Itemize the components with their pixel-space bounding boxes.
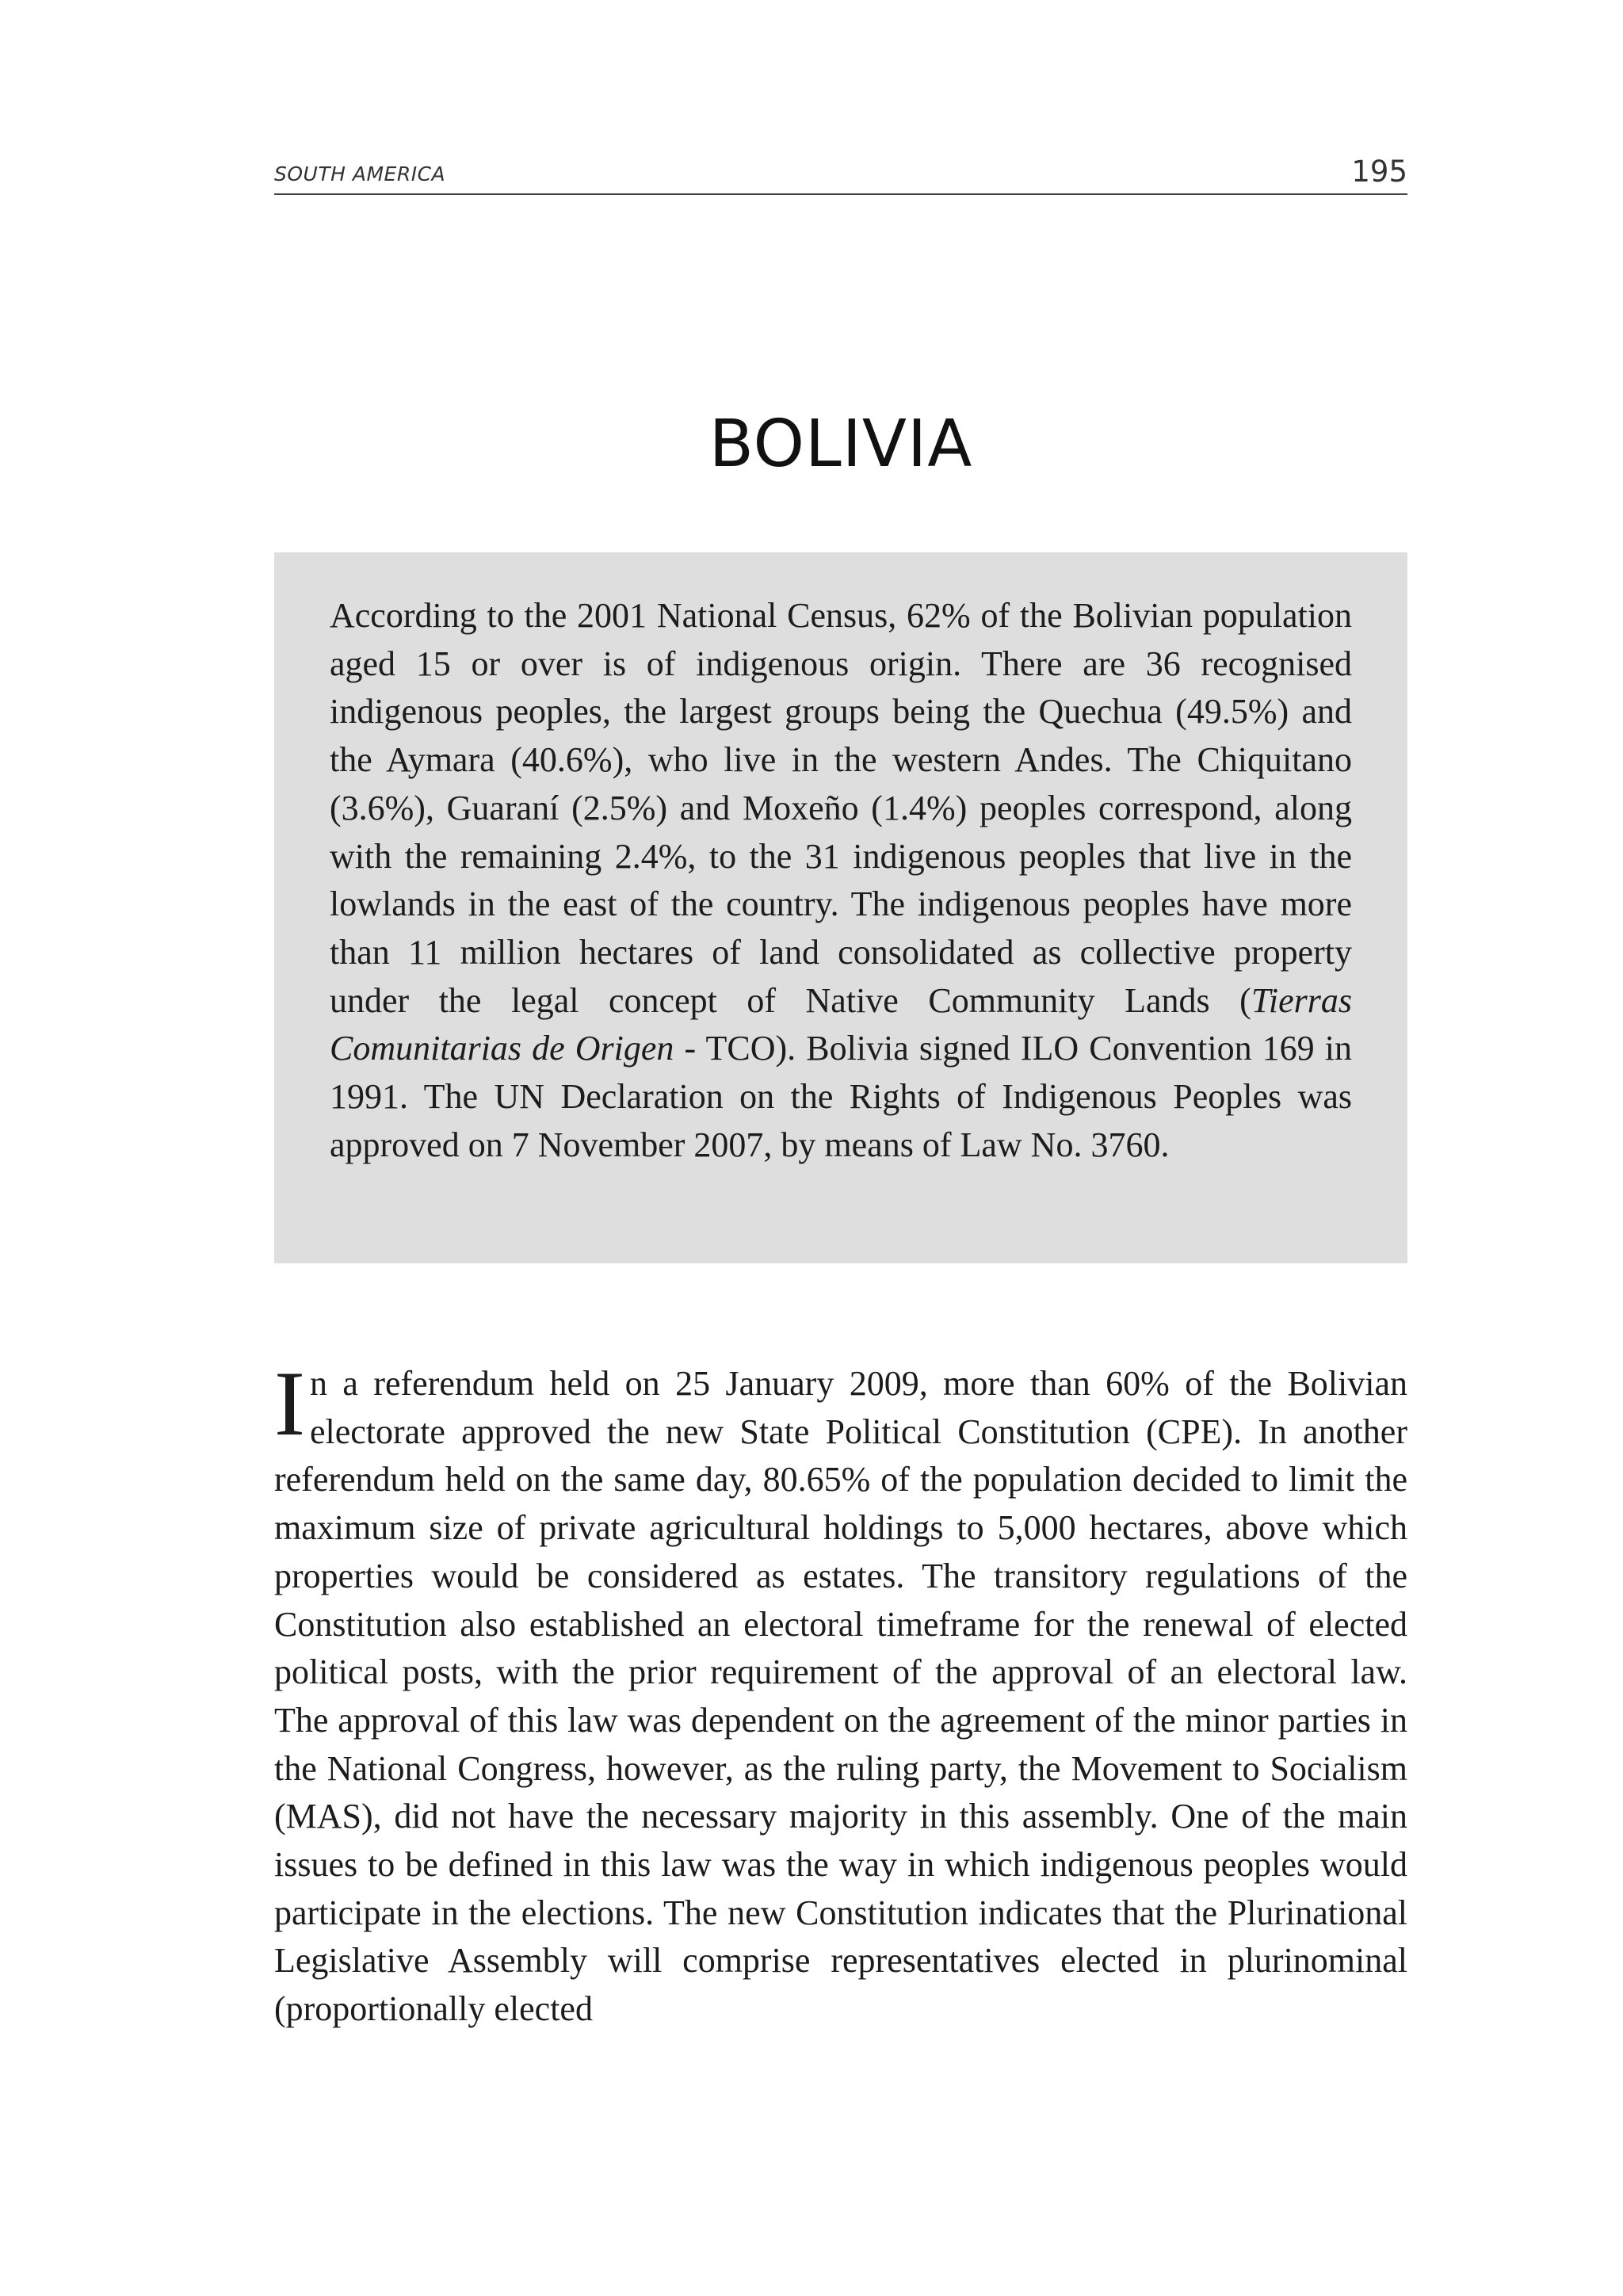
body-paragraph bbox=[274, 1353, 1407, 2034]
section-label: SOUTH AMERICA bbox=[274, 162, 446, 185]
summary-box bbox=[274, 552, 1407, 1263]
page-title: BOLIVIA bbox=[708, 407, 973, 482]
summary-italic-term: Tierras Comunitarias de Origen bbox=[330, 980, 1352, 1068]
body-paragraph-text: n a referendum held on 25 January 2009, more than 60% of the Bolivian electorate approved the new State Political Constitution (CPE). In another referendum held on the same day, 80.65% of the population decided to limit the maximum size of private agricultural holdings to 5,000 hectares, above which properties would be considered as estates. The transitory regulations of the Constitution also established an electoral timeframe for the renewal of elected political posts, with the prior requirement of the approval of an electoral law. The approval of this law was dependent on the agreement of the minor parties in the National Congress, however, as the ruling party, the Movement to Socialism (MAS), did not have the necessary majority in this assembly. One of the main issues to be defined in this law was the way in which indigenous peoples would participate in the elections. The new Constitution indicates that the Plurinational Legislative Assembly will comprise representatives elected in plurinominal (proportionally elected bbox=[274, 1364, 1407, 2029]
summary-text-part2: - TCO). Bolivia signed ILO Convention 169 in 1991. The UN Declaration on the Rights of Indigenous Peoples was approved on 7 November 2007, by means of Law No. 3760. bbox=[330, 1029, 1352, 1164]
summary-text bbox=[330, 592, 1352, 1169]
running-header bbox=[274, 149, 1407, 195]
summary-text-part1: According to the 2001 National Census, 62% of the Bolivian population aged 15 or over is of indigenous origin. There are 36 recognised indigenous peoples, the largest groups being the Quechua (49.5%) and the Aymara (40.6%), who live in the western Andes. The Chiquitano (3.6%), Guaraní (2.5%) and Moxeño (1.4%) peoples correspond, along with the remaining 2.4%, to the 31 indigenous peoples that live in the lowlands in the east of the country. The indigenous peoples have more than 11 million hectares of land consolidated as collective property under the legal concept of Native Community Lands ( bbox=[330, 596, 1352, 1020]
page-number: 195 bbox=[1351, 155, 1407, 189]
drop-cap: I bbox=[274, 1353, 305, 1455]
